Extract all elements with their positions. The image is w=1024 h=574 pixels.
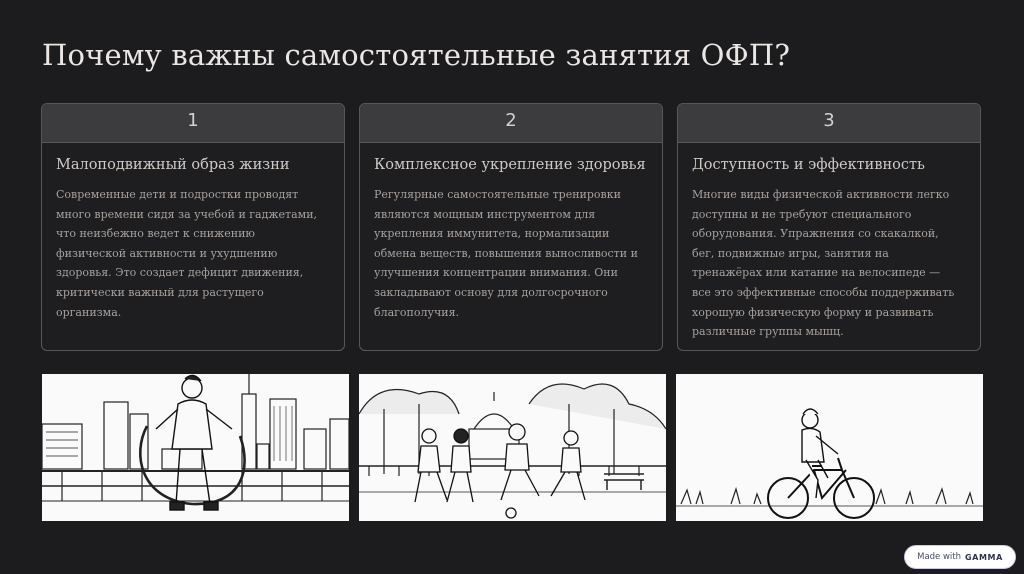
card-number: 3 bbox=[678, 104, 980, 143]
slide-title: Почему важны самостоятельные занятия ОФП? bbox=[42, 38, 791, 72]
card-accessibility bbox=[677, 103, 981, 351]
card-text: Современные дети и подростки проводят много времени сидя за учебой и гаджетами, что неизбежно ведет к снижению физической активности и ухудшению здоровья. Это создает дефицит движения, критически важный для растущего организма. bbox=[56, 188, 318, 319]
card-number: 2 bbox=[360, 104, 662, 143]
made-with-gamma-badge[interactable] bbox=[904, 545, 1016, 569]
card-text: Многие виды физической активности легко доступны и не требуют специального оборудования. Упражнения со скакалкой, бег, подвижные игры, занятия на тренажёрах или катание на велосипеде — все это эффективные способы поддерживать хорошую физическую форму и развивать различные группы мышц. bbox=[692, 188, 955, 339]
card-heading: Малоподвижный образ жизни bbox=[56, 157, 290, 173]
card-sedentary bbox=[41, 103, 345, 351]
card-heading: Комплексное укрепление здоровья bbox=[374, 157, 646, 173]
card-text: Регулярные самостоятельные тренировки являются мощным инструментом для укрепления иммунитета, нормализации обмена веществ, повышения выносливости и улучшения концентрации внимания. Они закладывают основу для долгосрочного благополучия. bbox=[374, 188, 638, 319]
card-number: 1 bbox=[42, 104, 344, 143]
card-heading: Доступность и эффективность bbox=[692, 157, 925, 173]
gamma-logo: GAMMA bbox=[965, 552, 1003, 562]
park-football-illustration bbox=[359, 374, 666, 521]
card-health bbox=[359, 103, 663, 351]
cyclist-illustration bbox=[676, 374, 983, 521]
jump-rope-illustration bbox=[42, 374, 349, 521]
badge-prefix: Made with bbox=[917, 552, 962, 562]
